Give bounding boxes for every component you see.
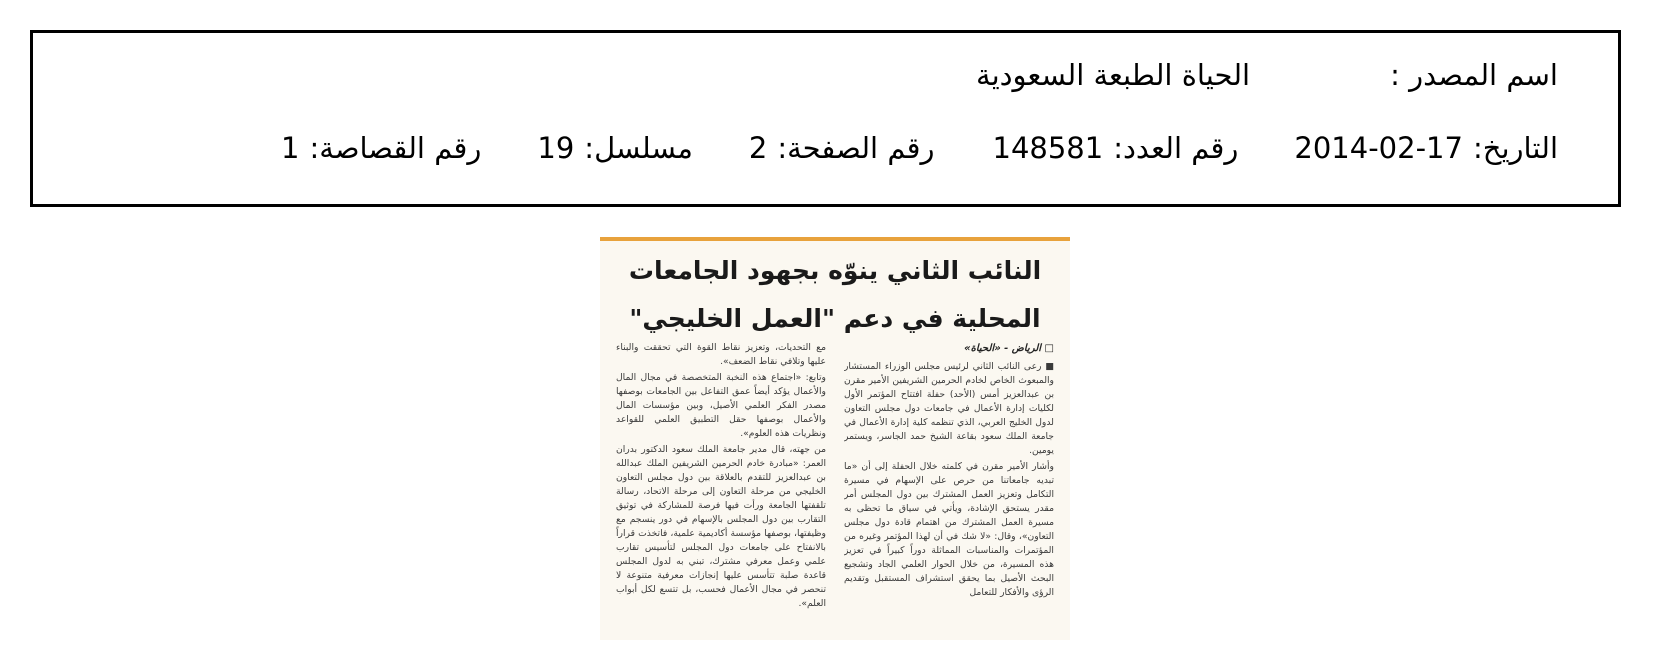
serial-field <box>537 131 693 165</box>
article-paragraph: من جهته، قال مدير جامعة الملك سعود الدكتور بدران العمر: «مبادرة خادم الحرمين الشريفين الملك عبدالله بن عبدالعزيز للتقدم بالعلاقة بين دول مجلس التعاون الخليجي من مرحلة التعاون إلى مرحلة الاتحاد، رسالة تلقفتها الجامعة ورأت فيها فرصة للمشاركة في توثيق التقارب بين دول المجلس بالإسهام في دور ينسجم مع وظيفتها، بوصفها مؤسسة أكاديمية علمية، فاتخذت قراراً بالانفتاح على جامعات دول المجلس لتأسيس تقارب علمي وعمل معرفي مشترك، تبني به لدول المجلس قاعدة صلبة تتأسس عليها إنجازات معرفية متنوعة لا تنحصر في مجال الأعمال فحسب، بل تتسع لكل أبواب العلم». <box>616 443 826 609</box>
newspaper-clipping <box>600 237 1070 640</box>
issue-field <box>993 131 1239 165</box>
serial-label: مسلسل: <box>584 131 693 165</box>
issue-label: رقم العدد: <box>1113 131 1239 165</box>
date-label: التاريخ: <box>1472 131 1558 165</box>
issue-value: 148581 <box>992 131 1104 165</box>
headline-line-1: النائب الثاني ينوّه بجهود الجامعات <box>628 256 1042 285</box>
serial-value: 19 <box>537 131 575 165</box>
page-field <box>749 131 935 165</box>
headline-line-2: المحلية في دعم "العمل الخليجي" <box>629 304 1041 334</box>
page-label: رقم الصفحة: <box>777 131 935 165</box>
article-column-left <box>616 341 826 634</box>
article-paragraph: وأشار الأمير مقرن في كلمته خلال الحفلة إلى أن «ما تبديه جامعاتنا من حرص على الإسهام في مسيرة التكامل وتعزيز العمل المشترك بين دول المجلس أمر مقدر يستحق الإشادة، ويأتي في سياق ما تحظى به مسيرة العمل المشترك من اهتمام قادة دول مجلس التعاون»، وقال: «لا شك في أن لهذا المؤتمر وغيره من المؤتمرات والمناسبات المماثلة دوراً كبيراً في تعزيز هذه المسيرة، من خلال الحوار العلمي الجاد وتشجيع البحث الأصيل بما يحقق استشراف المستقبل وتقديم الرؤى والأفكار للتعامل <box>844 461 1054 598</box>
metadata-box <box>30 30 1621 207</box>
clip-number-field <box>281 131 481 165</box>
date-value: 2014-02-17 <box>1294 131 1463 165</box>
article-paragraph: وتابع: «اجتماع هذه النخبة المتخصصة في مجال المال والأعمال يؤكد أيضاً عمق التفاعل بين الجامعات بوصفها مصدر الفكر العلمي الأصيل، وبين مؤسسات المال والأعمال بوصفها حقل التطبيق العلمي للقواعد ونظريات هذه العلوم». <box>616 371 826 439</box>
clip-number-label: رقم القصاصة: <box>309 131 482 165</box>
source-row <box>93 55 1558 95</box>
date-field <box>1294 131 1558 165</box>
dateline: □ الرياض - «الحياة» <box>964 343 1054 354</box>
article-paragraph: مع التحديات، وتعزيز نقاط القوة التي تحققت والبناء عليها وتلافي نقاط الضعف». <box>616 342 826 367</box>
article-columns <box>616 341 1054 634</box>
article-paragraph: ■ رعى النائب الثاني لرئيس مجلس الوزراء المستشار والمبعوث الخاص لخادم الحرمين الشريفين الأمير مقرن بن عبدالعزيز أمس (الأحد) حفلة افتتاح المؤتمر الأول لكليات إدارة الأعمال في جامعات دول مجلس التعاون لدول الخليج العربي، الذي تنظمه كلية إدارة الأعمال في جامعة الملك سعود بقاعة الشيخ حمد الجاسر، ويستمر يومين. <box>844 361 1054 457</box>
clip-number-value: 1 <box>281 131 300 165</box>
source-label: اسم المصدر : <box>1390 58 1558 92</box>
article-column-right <box>844 341 1054 634</box>
details-row <box>93 128 1558 168</box>
page-value: 2 <box>748 131 768 165</box>
source-value: الحياة الطبعة السعودية <box>976 58 1251 92</box>
